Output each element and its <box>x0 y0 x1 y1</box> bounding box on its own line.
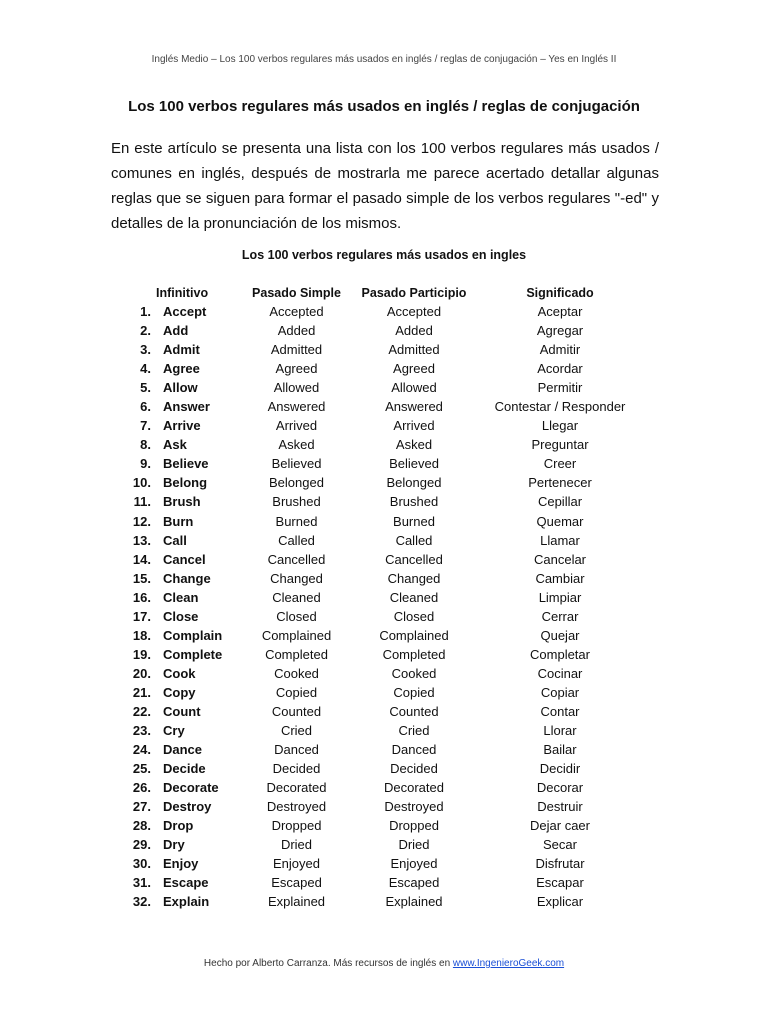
page-footer <box>0 958 768 969</box>
pasado-simple-cell: Completed <box>265 646 328 662</box>
row-number: 27. <box>132 799 151 815</box>
pasado-participio-cell: Counted <box>389 703 439 719</box>
pasado-participio-cell: Copied <box>393 684 435 700</box>
table-row <box>0 874 768 893</box>
infinitivo-cell: Destroy <box>163 799 212 815</box>
infinitivo-cell: Complain <box>163 627 223 643</box>
significado-cell: Aceptar <box>537 304 583 319</box>
pasado-participio-cell: Belonged <box>386 475 442 491</box>
row-number: 3. <box>140 342 151 358</box>
significado-cell: Quejar <box>540 627 580 643</box>
table-row <box>0 303 768 322</box>
significado-cell: Decidir <box>539 761 581 777</box>
pasado-simple-cell: Added <box>277 323 316 339</box>
pasado-participio-cell: Escaped <box>388 875 440 891</box>
significado-cell: Cepillar <box>537 494 583 510</box>
table-row <box>0 417 768 436</box>
table-row <box>0 322 768 341</box>
pasado-participio-cell: Cooked <box>391 665 437 681</box>
pasado-simple-cell: Dried <box>280 837 313 853</box>
pasado-participio-cell: Burned <box>393 513 435 529</box>
table-row <box>0 551 768 570</box>
infinitivo-cell: Cancel <box>163 551 206 567</box>
row-number: 23. <box>132 723 151 739</box>
pasado-simple-cell: Admitted <box>270 342 323 358</box>
pasado-simple-cell: Explained <box>267 894 326 910</box>
column-header-pasado-simple: Pasado Simple <box>252 286 341 300</box>
significado-cell: Contestar / Responder <box>494 399 626 415</box>
infinitivo-cell: Explain <box>163 894 210 910</box>
verb-table-body <box>0 303 768 913</box>
significado-cell: Quemar <box>536 513 584 529</box>
table-row <box>0 455 768 474</box>
infinitivo-cell: Arrive <box>163 418 201 434</box>
pasado-simple-cell: Dropped <box>271 818 322 834</box>
infinitivo-cell: Add <box>163 323 189 339</box>
pasado-simple-cell: Closed <box>276 608 317 624</box>
pasado-participio-cell: Decided <box>390 761 438 777</box>
significado-cell: Dejar caer <box>530 818 590 834</box>
pasado-simple-cell: Called <box>278 532 315 548</box>
column-header-significado: Significado <box>526 286 594 300</box>
row-number: 21. <box>132 684 151 700</box>
pasado-simple-cell: Changed <box>270 570 323 586</box>
table-row <box>0 398 768 417</box>
pasado-simple-cell: Believed <box>271 456 322 472</box>
significado-cell: Secar <box>543 837 577 853</box>
table-row <box>0 836 768 855</box>
pasado-simple-cell: Enjoyed <box>273 856 320 872</box>
pasado-participio-cell: Destroyed <box>384 799 444 815</box>
infinitivo-cell: Dance <box>163 742 203 758</box>
pasado-simple-cell: Agreed <box>275 361 318 377</box>
infinitivo-cell: Count <box>163 703 201 719</box>
row-number: 5. <box>140 380 151 396</box>
significado-cell: Cancelar <box>533 551 587 567</box>
pasado-simple-cell: Brushed <box>272 494 321 510</box>
pasado-participio-cell: Asked <box>395 437 433 453</box>
table-header <box>0 286 768 304</box>
table-row <box>0 855 768 874</box>
row-number: 22. <box>132 703 151 719</box>
pasado-simple-cell: Copied <box>275 684 318 700</box>
row-number: 13. <box>132 532 151 548</box>
table-row <box>0 379 768 398</box>
row-number: 17. <box>132 608 151 624</box>
table-row <box>0 646 768 665</box>
significado-cell: Llorar <box>543 723 577 739</box>
table-row <box>0 360 768 379</box>
infinitivo-cell: Agree <box>163 361 200 377</box>
pasado-simple-cell: Cried <box>280 723 313 739</box>
infinitivo-cell: Call <box>163 532 187 548</box>
pasado-participio-cell: Cancelled <box>385 551 443 567</box>
table-row <box>0 741 768 760</box>
pasado-participio-cell: Closed <box>393 608 435 624</box>
significado-cell: Destruir <box>537 799 583 815</box>
pasado-simple-cell: Complained <box>261 627 332 643</box>
table-row <box>0 760 768 779</box>
row-number: 16. <box>132 589 151 605</box>
table-row <box>0 703 768 722</box>
row-number: 30. <box>132 856 151 872</box>
significado-cell: Disfrutar <box>535 856 585 872</box>
row-number: 8. <box>140 437 151 453</box>
pasado-simple-cell: Answered <box>267 399 326 415</box>
infinitivo-cell: Brush <box>163 494 201 510</box>
pasado-participio-cell: Decorated <box>384 780 444 796</box>
row-number: 31. <box>132 875 151 891</box>
table-row <box>0 589 768 608</box>
row-number: 32. <box>132 894 151 910</box>
significado-cell: Copiar <box>540 684 580 700</box>
row-number: 29. <box>132 837 151 853</box>
infinitivo-cell: Clean <box>163 589 199 605</box>
pasado-participio-cell: Agreed <box>393 361 435 377</box>
pasado-participio-cell: Enjoyed <box>390 856 438 872</box>
footer-link[interactable]: www.IngenieroGeek.com <box>452 958 565 969</box>
significado-cell: Cambiar <box>535 570 585 586</box>
significado-cell: Contar <box>540 703 580 719</box>
row-number: 20. <box>132 665 151 681</box>
significado-cell: Llamar <box>540 532 580 548</box>
infinitivo-cell: Enjoy <box>163 856 199 872</box>
row-number: 28. <box>132 818 151 834</box>
row-number: 25. <box>132 761 151 777</box>
infinitivo-cell: Complete <box>163 646 223 662</box>
significado-cell: Admitir <box>539 342 581 358</box>
row-number: 18. <box>132 627 151 643</box>
pasado-simple-cell: Decided <box>272 761 321 777</box>
infinitivo-cell: Belong <box>163 475 208 491</box>
infinitivo-cell: Cry <box>163 723 185 739</box>
pasado-simple-cell: Arrived <box>275 418 318 434</box>
pasado-participio-cell: Cried <box>398 723 430 739</box>
significado-cell: Bailar <box>543 742 577 758</box>
pasado-simple-cell: Decorated <box>266 780 327 796</box>
infinitivo-cell: Decide <box>163 761 206 777</box>
pasado-participio-cell: Arrived <box>393 418 435 434</box>
significado-cell: Permitir <box>537 380 583 396</box>
infinitivo-cell: Allow <box>163 380 198 396</box>
pasado-participio-cell: Complained <box>379 627 449 643</box>
row-number: 15. <box>132 570 151 586</box>
pasado-participio-cell: Completed <box>382 646 446 662</box>
table-row <box>0 779 768 798</box>
pasado-participio-cell: Explained <box>385 894 443 910</box>
pasado-simple-cell: Cleaned <box>272 589 321 605</box>
pasado-simple-cell: Belonged <box>269 475 324 491</box>
infinitivo-cell: Admit <box>163 342 200 358</box>
pasado-participio-cell: Dried <box>398 837 430 853</box>
table-row <box>0 722 768 741</box>
pasado-participio-cell: Dropped <box>389 818 439 834</box>
infinitivo-cell: Drop <box>163 818 194 834</box>
row-number: 7. <box>140 418 151 434</box>
pasado-simple-cell: Danced <box>274 742 319 758</box>
column-header-pasado-participio: Pasado Participio <box>361 286 467 300</box>
pasado-simple-cell: Allowed <box>273 380 320 396</box>
table-row <box>0 493 768 512</box>
row-number: 1. <box>140 304 151 319</box>
pasado-simple-cell: Burned <box>275 513 318 529</box>
significado-cell: Cocinar <box>537 665 583 681</box>
infinitivo-cell: Burn <box>163 513 194 529</box>
row-number: 6. <box>140 399 151 415</box>
footer-text: Hecho por Alberto Carranza. Más recursos de inglés en <box>203 958 453 969</box>
pasado-participio-cell: Allowed <box>391 380 437 396</box>
row-number: 4. <box>140 361 151 377</box>
significado-cell: Decorar <box>536 780 584 796</box>
pasado-simple-cell: Counted <box>271 703 322 719</box>
pasado-participio-cell: Brushed <box>389 494 439 510</box>
significado-cell: Pertenecer <box>528 475 592 491</box>
infinitivo-cell: Copy <box>163 684 196 700</box>
row-number: 9. <box>140 456 151 472</box>
infinitivo-cell: Believe <box>163 456 209 472</box>
infinitivo-cell: Cook <box>163 665 196 681</box>
pasado-participio-cell: Cleaned <box>389 589 439 605</box>
row-number: 14. <box>132 551 151 567</box>
infinitivo-cell: Accept <box>163 304 207 319</box>
infinitivo-cell: Escape <box>163 875 209 891</box>
significado-cell: Escapar <box>536 875 584 891</box>
table-row <box>0 474 768 493</box>
table-row <box>0 436 768 455</box>
pasado-participio-cell: Answered <box>385 399 443 415</box>
pasado-participio-cell: Accepted <box>386 304 442 319</box>
pasado-participio-cell: Danced <box>391 742 437 758</box>
table-title: Los 100 verbos regulares más usados en ingles <box>241 248 527 262</box>
pasado-participio-cell: Called <box>395 532 433 548</box>
page-header: Inglés Medio – Los 100 verbos regulares más usados en inglés / reglas de conjugación – Yes en Inglés II <box>151 54 617 65</box>
table-row <box>0 570 768 589</box>
pasado-simple-cell: Accepted <box>269 304 324 319</box>
table-row <box>0 341 768 360</box>
pasado-participio-cell: Changed <box>387 570 441 586</box>
table-row <box>0 627 768 646</box>
significado-cell: Llegar <box>541 418 579 434</box>
infinitivo-cell: Decorate <box>163 780 219 796</box>
column-header-infinitivo: Infinitivo <box>156 286 209 300</box>
significado-cell: Creer <box>543 456 577 472</box>
pasado-participio-cell: Added <box>395 323 433 339</box>
pasado-simple-cell: Cooked <box>274 665 319 681</box>
pasado-simple-cell: Asked <box>278 437 315 453</box>
significado-cell: Limpiar <box>538 589 582 605</box>
row-number: 2. <box>140 323 151 339</box>
significado-cell: Agregar <box>536 323 584 339</box>
table-row <box>0 684 768 703</box>
row-number: 24. <box>132 742 151 758</box>
pasado-participio-cell: Admitted <box>388 342 440 358</box>
row-number: 11. <box>133 494 151 510</box>
pasado-simple-cell: Cancelled <box>267 551 326 567</box>
significado-cell: Cerrar <box>541 608 579 624</box>
infinitivo-cell: Ask <box>163 437 187 453</box>
pasado-simple-cell: Destroyed <box>266 799 327 815</box>
pasado-simple-cell: Escaped <box>271 875 322 891</box>
table-row <box>0 513 768 532</box>
infinitivo-cell: Change <box>163 570 211 586</box>
infinitivo-cell: Dry <box>163 837 185 853</box>
significado-cell: Completar <box>530 646 590 662</box>
row-number: 12. <box>132 513 151 529</box>
table-row <box>0 817 768 836</box>
table-row <box>0 798 768 817</box>
row-number: 26. <box>132 780 151 796</box>
pasado-participio-cell: Believed <box>389 456 439 472</box>
significado-cell: Acordar <box>537 361 583 377</box>
infinitivo-cell: Answer <box>163 399 210 415</box>
table-row <box>0 532 768 551</box>
table-row <box>0 608 768 627</box>
document-title: Los 100 verbos regulares más usados en inglés / reglas de conjugación <box>128 98 640 115</box>
infinitivo-cell: Close <box>163 608 199 624</box>
intro-paragraph: En este artículo se presenta una lista con los 100 verbos regulares más usados / comunes en inglés, después de mostrarla me parece acertado detallar algunas reglas que se siguen para formar el pasado simple de los verbos regulares "-ed" y detalles de la pronunciación de los mismos. <box>111 140 659 232</box>
row-number: 10. <box>132 475 151 491</box>
significado-cell: Explicar <box>536 894 584 910</box>
significado-cell: Preguntar <box>531 437 589 453</box>
table-row <box>0 665 768 684</box>
table-row <box>0 893 768 912</box>
row-number: 19. <box>132 646 151 662</box>
